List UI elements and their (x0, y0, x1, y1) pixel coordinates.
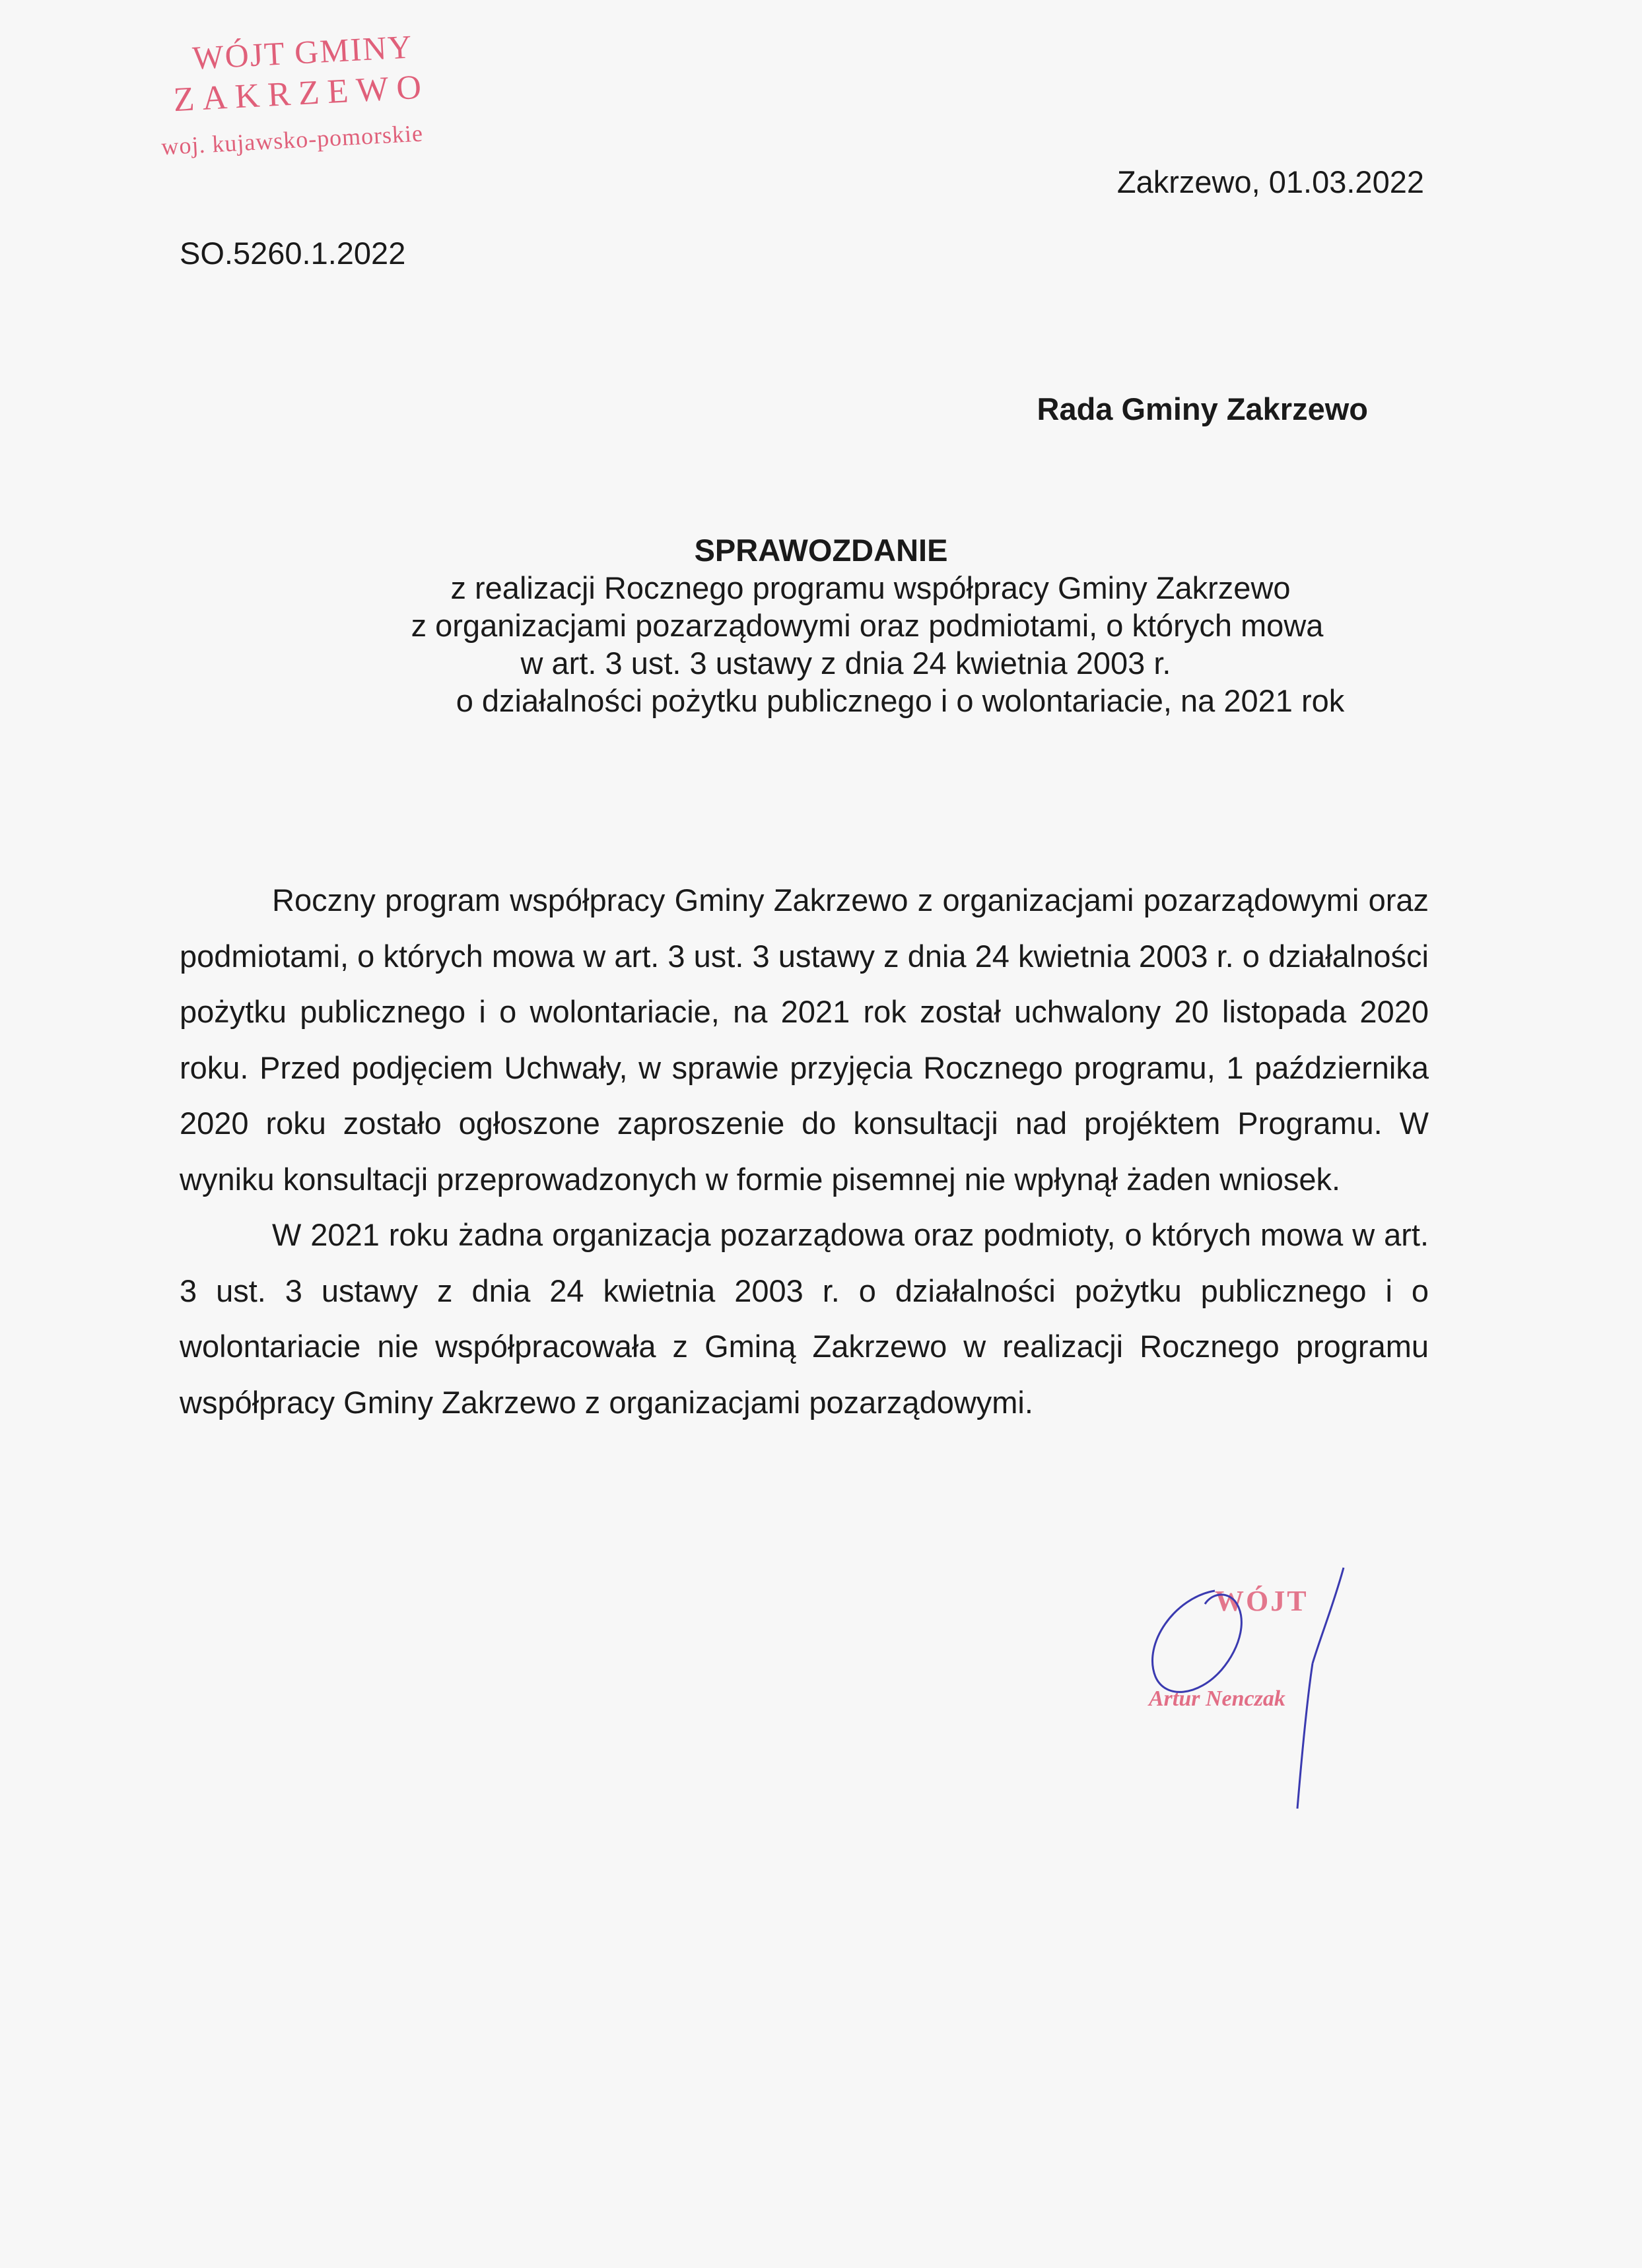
report-title-block (0, 531, 1642, 719)
report-heading: SPRAWOZDANIE (694, 533, 948, 568)
body-paragraph-1: Roczny program współpracy Gminy Zakrzewo z organizacjami pozarządowymi oraz podmiotami, o których mowa w art. 3 ust. 3 ustawy z dnia 24 kwietnia 2003 r. o działalności pożytku publicznego i o wolontariacie, na 2021 rok został uchwalony 20 listopada 2020 roku. Przed podjęciem Uchwały, w sprawie przyjęcia Rocznego programu, 1 października 2020 roku zostało ogłoszone zaproszenie do konsultacji nad projéktem Programu. W wyniku konsultacji przeprowadzonych w formie pisemnej nie wpłynął żaden wniosek. (180, 883, 1429, 1197)
title-line-3: w art. 3 ust. 3 ustawy z dnia 24 kwietnia 2003 r. (520, 646, 1171, 681)
recipient: Rada Gminy Zakrzewo (1037, 391, 1368, 426)
signature-name: Artur Nenczak (1149, 1686, 1285, 1711)
stamp-line-1: WÓJT GMINY (191, 28, 414, 77)
title-line-4: o działalności pożytku publicznego i o wolontariacie, na 2021 rok (456, 683, 1345, 718)
handwritten-signature (1136, 1564, 1386, 1815)
stamp-line-2: ZAKRZEWO (172, 68, 430, 119)
signature-role: WÓJT (1215, 1585, 1309, 1617)
office-stamp (151, 23, 501, 186)
stamp-line-3: woj. kujawsko-pomorskie (160, 119, 424, 160)
letter-date: Zakrzewo, 01.03.2022 (1116, 164, 1424, 199)
body-paragraph-2: W 2021 roku żadna organizacja pozarządowa oraz podmioty, o których mowa w art. 3 ust. 3 ustawy z dnia 24 kwietnia 2003 r. o działalności pożytku publicznego i o wolontariacie nie współpracowała z Gminą Zakrzewo w realizacji Rocznego programu współpracy Gminy Zakrzewo z organizacjami pozarządowymi. (180, 1217, 1429, 1420)
title-line-2: z organizacjami pozarządowymi oraz podmiotami, o których mowa (411, 608, 1324, 643)
reference-number: SO.5260.1.2022 (180, 236, 406, 271)
report-body (180, 873, 1429, 1430)
title-line-1: z realizacji Rocznego programu współpracy Gminy Zakrzewo (450, 570, 1291, 605)
